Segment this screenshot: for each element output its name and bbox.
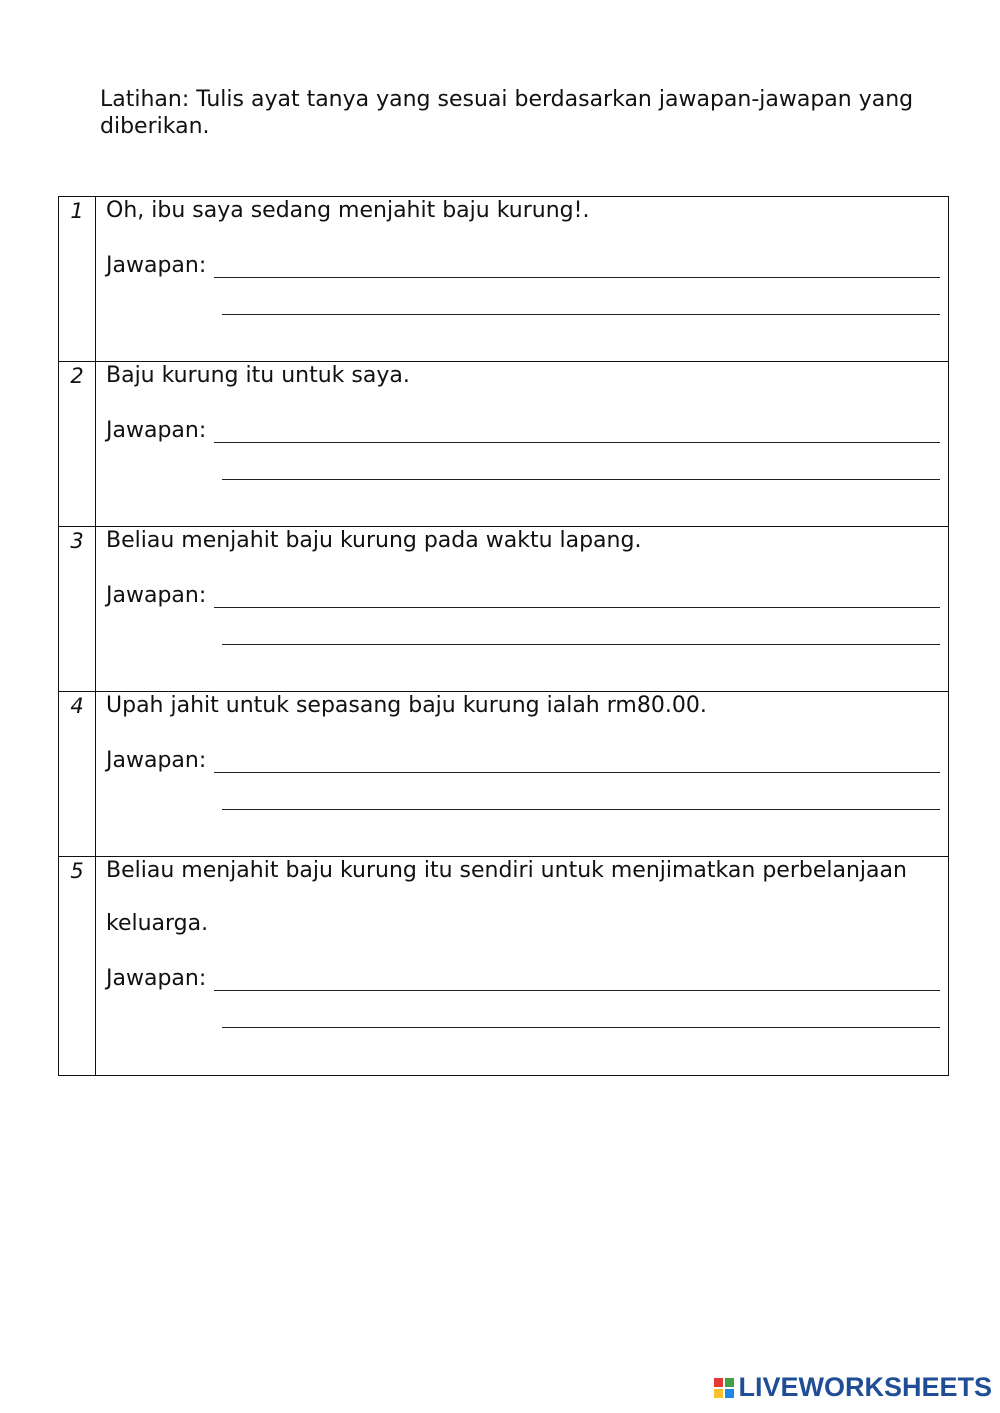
answer-label: Jawapan: — [106, 418, 207, 443]
item-number: 1 — [59, 197, 96, 362]
question-text: Beliau menjahit baju kurung pada waktu lapang. — [106, 528, 642, 553]
answer-row — [106, 745, 940, 775]
question-text: Upah jahit untuk sepasang baju kurung ialah rm80.00. — [106, 693, 707, 718]
answer-row — [106, 415, 940, 445]
logo-square-red — [714, 1378, 723, 1387]
liveworksheets-logo-icon — [714, 1378, 734, 1398]
answer-line-1[interactable] — [214, 772, 940, 773]
answer-line-2[interactable] — [222, 479, 940, 480]
table-row — [59, 362, 949, 527]
table-row — [59, 692, 949, 857]
answer-row — [106, 250, 940, 280]
item-content — [96, 362, 949, 527]
question-text-continued: keluarga. — [106, 911, 209, 936]
logo-square-yellow — [714, 1389, 723, 1398]
liveworksheets-logo — [714, 1372, 992, 1403]
item-number: 4 — [59, 692, 96, 857]
question-text: Oh, ibu saya sedang menjahit baju kurung!. — [106, 198, 590, 223]
item-content — [96, 527, 949, 692]
logo-square-green — [725, 1378, 734, 1387]
instruction-line-2: diberikan. — [100, 114, 210, 139]
question-text: Beliau menjahit baju kurung itu sendiri untuk menjimatkan perbelanjaan — [106, 858, 907, 883]
item-content — [96, 692, 949, 857]
answer-line-2[interactable] — [222, 809, 940, 810]
answer-label: Jawapan: — [106, 748, 207, 773]
answer-label: Jawapan: — [106, 253, 207, 278]
exercise-table — [58, 196, 949, 1076]
brand-name: LIVEWORKSHEETS — [738, 1372, 992, 1402]
table-row — [59, 527, 949, 692]
answer-line-1[interactable] — [214, 990, 940, 991]
table-row — [59, 197, 949, 362]
answer-label: Jawapan: — [106, 583, 207, 608]
answer-line-2[interactable] — [222, 644, 940, 645]
instruction-line-1: Latihan: Tulis ayat tanya yang sesuai berdasarkan jawapan-jawapan yang — [100, 87, 914, 112]
answer-label: Jawapan: — [106, 966, 207, 991]
item-number: 5 — [59, 857, 96, 1076]
answer-line-1[interactable] — [214, 277, 940, 278]
answer-line-1[interactable] — [214, 442, 940, 443]
table-row — [59, 857, 949, 1076]
answer-line-1[interactable] — [214, 607, 940, 608]
answer-row — [106, 580, 940, 610]
item-content — [96, 197, 949, 362]
answer-line-2[interactable] — [222, 314, 940, 315]
item-content — [96, 857, 949, 1076]
item-number: 3 — [59, 527, 96, 692]
question-text: Baju kurung itu untuk saya. — [106, 363, 410, 388]
answer-row — [106, 963, 940, 993]
instruction-text — [100, 86, 930, 140]
item-number: 2 — [59, 362, 96, 527]
logo-square-blue — [725, 1389, 734, 1398]
answer-line-2[interactable] — [222, 1027, 940, 1028]
